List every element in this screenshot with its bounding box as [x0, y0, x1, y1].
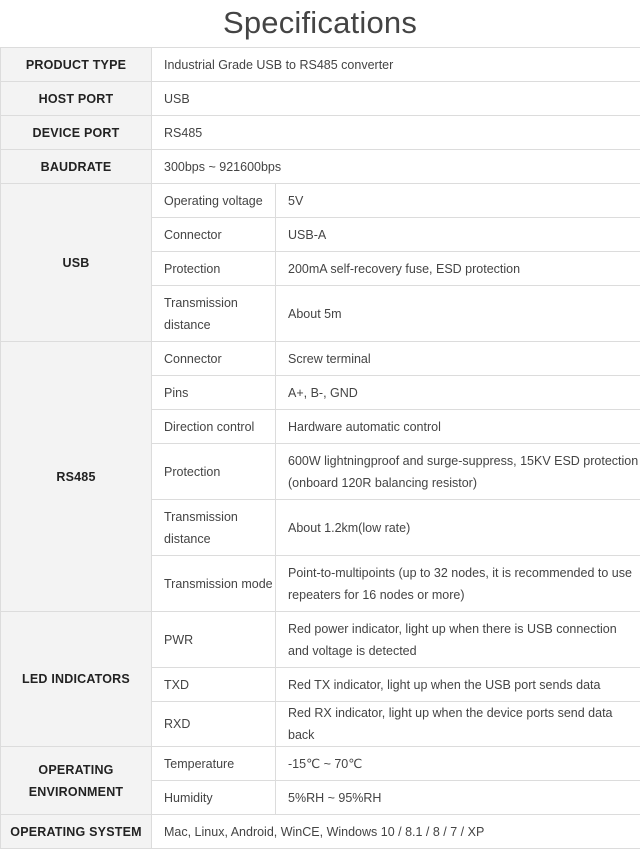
sub-value: Red RX indicator, light up when the device ports send data back	[276, 702, 640, 747]
sub-label: Pins	[152, 376, 276, 410]
row-value: USB	[152, 82, 640, 116]
sub-label: PWR	[152, 612, 276, 668]
row-value: 300bps ~ 921600bps	[152, 150, 640, 184]
sub-label: Transmission distance	[152, 286, 276, 342]
sub-label: Humidity	[152, 781, 276, 815]
sub-value: About 1.2km(low rate)	[276, 500, 640, 556]
sub-value: Hardware automatic control	[276, 410, 640, 444]
sub-label: TXD	[152, 668, 276, 702]
sub-value: Red TX indicator, light up when the USB port sends data	[276, 668, 640, 702]
sub-label: Direction control	[152, 410, 276, 444]
sub-value: 5V	[276, 184, 640, 218]
row-value: Industrial Grade USB to RS485 converter	[152, 48, 640, 82]
sub-value: USB-A	[276, 218, 640, 252]
group-label-operating-environment: OPERATING ENVIRONMENT	[1, 747, 152, 815]
group-label-rs485: RS485	[1, 342, 152, 612]
group-label-led-indicators: LED INDICATORS	[1, 612, 152, 747]
sub-label: Temperature	[152, 747, 276, 781]
table-row	[1, 612, 640, 668]
table-row	[1, 48, 640, 82]
row-value: Mac, Linux, Android, WinCE, Windows 10 / 8.1 / 8 / 7 / XP	[152, 815, 640, 849]
sub-label: Protection	[152, 444, 276, 500]
specifications-table	[0, 47, 640, 849]
sub-label: Transmission mode	[152, 556, 276, 612]
group-label-usb: USB	[1, 184, 152, 342]
sub-value: 600W lightningproof and surge-suppress, 15KV ESD protection (onboard 120R balancing resistor)	[276, 444, 640, 500]
sub-label: RXD	[152, 702, 276, 747]
sub-value: About 5m	[276, 286, 640, 342]
sub-value: Red power indicator, light up when there is USB connection and voltage is detected	[276, 612, 640, 668]
row-label: OPERATING SYSTEM	[1, 815, 152, 849]
sub-label: Connector	[152, 342, 276, 376]
row-label: DEVICE PORT	[1, 116, 152, 150]
sub-value: -15℃ ~ 70℃	[276, 747, 640, 781]
row-value: RS485	[152, 116, 640, 150]
table-row	[1, 184, 640, 218]
row-label: HOST PORT	[1, 82, 152, 116]
row-label: PRODUCT TYPE	[1, 48, 152, 82]
sub-label: Connector	[152, 218, 276, 252]
sub-value: 5%RH ~ 95%RH	[276, 781, 640, 815]
sub-label: Transmission distance	[152, 500, 276, 556]
sub-value: 200mA self-recovery fuse, ESD protection	[276, 252, 640, 286]
table-row	[1, 815, 640, 849]
table-row	[1, 82, 640, 116]
sub-value: Point-to-multipoints (up to 32 nodes, it is recommended to use repeaters for 16 nodes or more)	[276, 556, 640, 612]
table-row	[1, 747, 640, 781]
table-row	[1, 116, 640, 150]
sub-label: Operating voltage	[152, 184, 276, 218]
page-title: Specifications	[222, 5, 418, 40]
row-label: BAUDRATE	[1, 150, 152, 184]
table-row	[1, 342, 640, 376]
sub-value: A+, B-, GND	[276, 376, 640, 410]
table-row	[1, 150, 640, 184]
sub-label: Protection	[152, 252, 276, 286]
sub-value: Screw terminal	[276, 342, 640, 376]
